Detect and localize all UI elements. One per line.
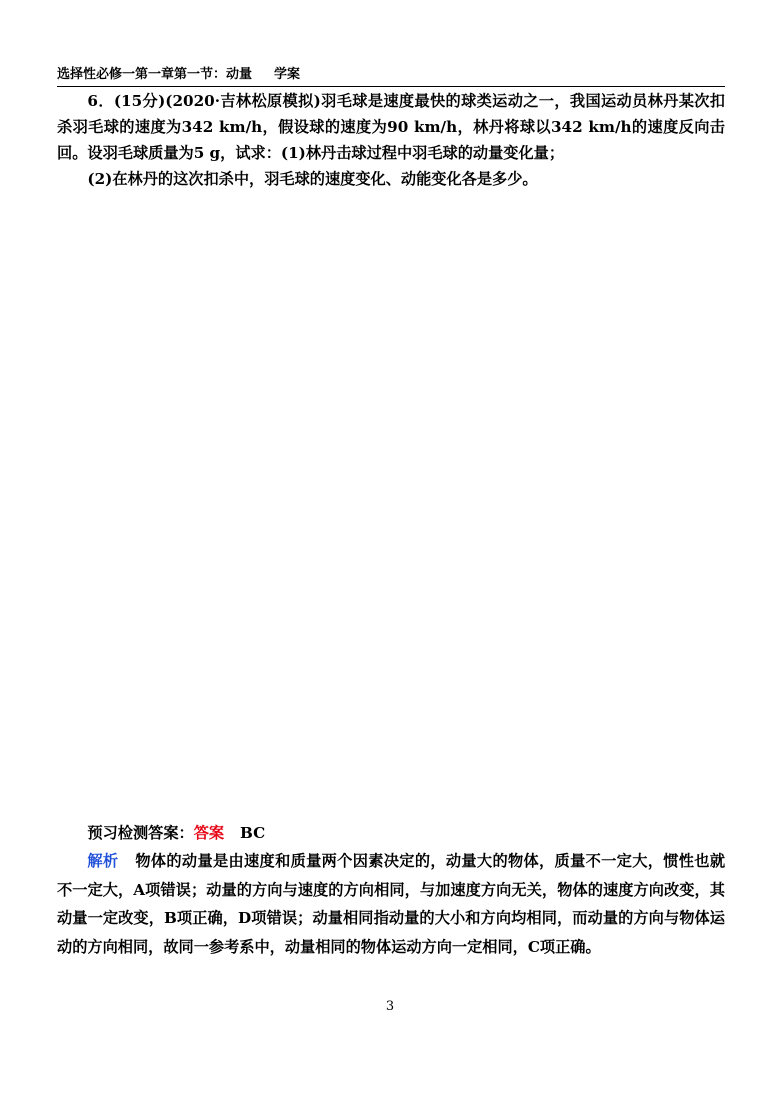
answer-label: 答案 (193, 824, 225, 842)
header-doc-type: 学案 (274, 67, 301, 82)
answer-value: BC (239, 824, 266, 842)
analysis-label: 解析 (87, 852, 119, 871)
answer-prefix: 预习检测答案： (87, 824, 194, 842)
analysis-paragraph (57, 847, 725, 961)
question-part-2: (2)在林丹的这次扣杀中，羽毛球的速度变化、动能变化各是多少。 (87, 170, 538, 188)
header-section-title: 选择性必修一第一章第一节：动量 (57, 67, 253, 82)
answer-line (57, 819, 725, 847)
page-number: 3 (385, 999, 395, 1014)
question-6 (57, 88, 725, 192)
answer-section (57, 819, 725, 961)
header-divider (57, 86, 725, 87)
page-header (57, 66, 725, 84)
analysis-text: 物体的动量是由速度和质量两个因素决定的，动量大的物体，质量不一定大，惯性也就不一定大，A项错误；动量的方向与速度的方向相同，与加速度方向无关，物体的速度方向改变，其动量一定改变，B项正确，D项错误；动量相同指动量的大小和方向均相同，而动量的方向与物体运动的方向相同，故同一参考系中，动量相同的物体运动方向一定相同，C项正确。 (57, 852, 726, 956)
question-stem: 6．(15分)(2020·吉林松原模拟)羽毛球是速度最快的球类运动之一，我国运动员林丹某次扣杀羽毛球的速度为342 km/h，假设球的速度为90 km/h，林丹将球以342 km/h的速度反向击回。设羽毛球质量为5 g，试求：(1)林丹击球过程中羽毛球的动量变化量； (57, 92, 725, 162)
